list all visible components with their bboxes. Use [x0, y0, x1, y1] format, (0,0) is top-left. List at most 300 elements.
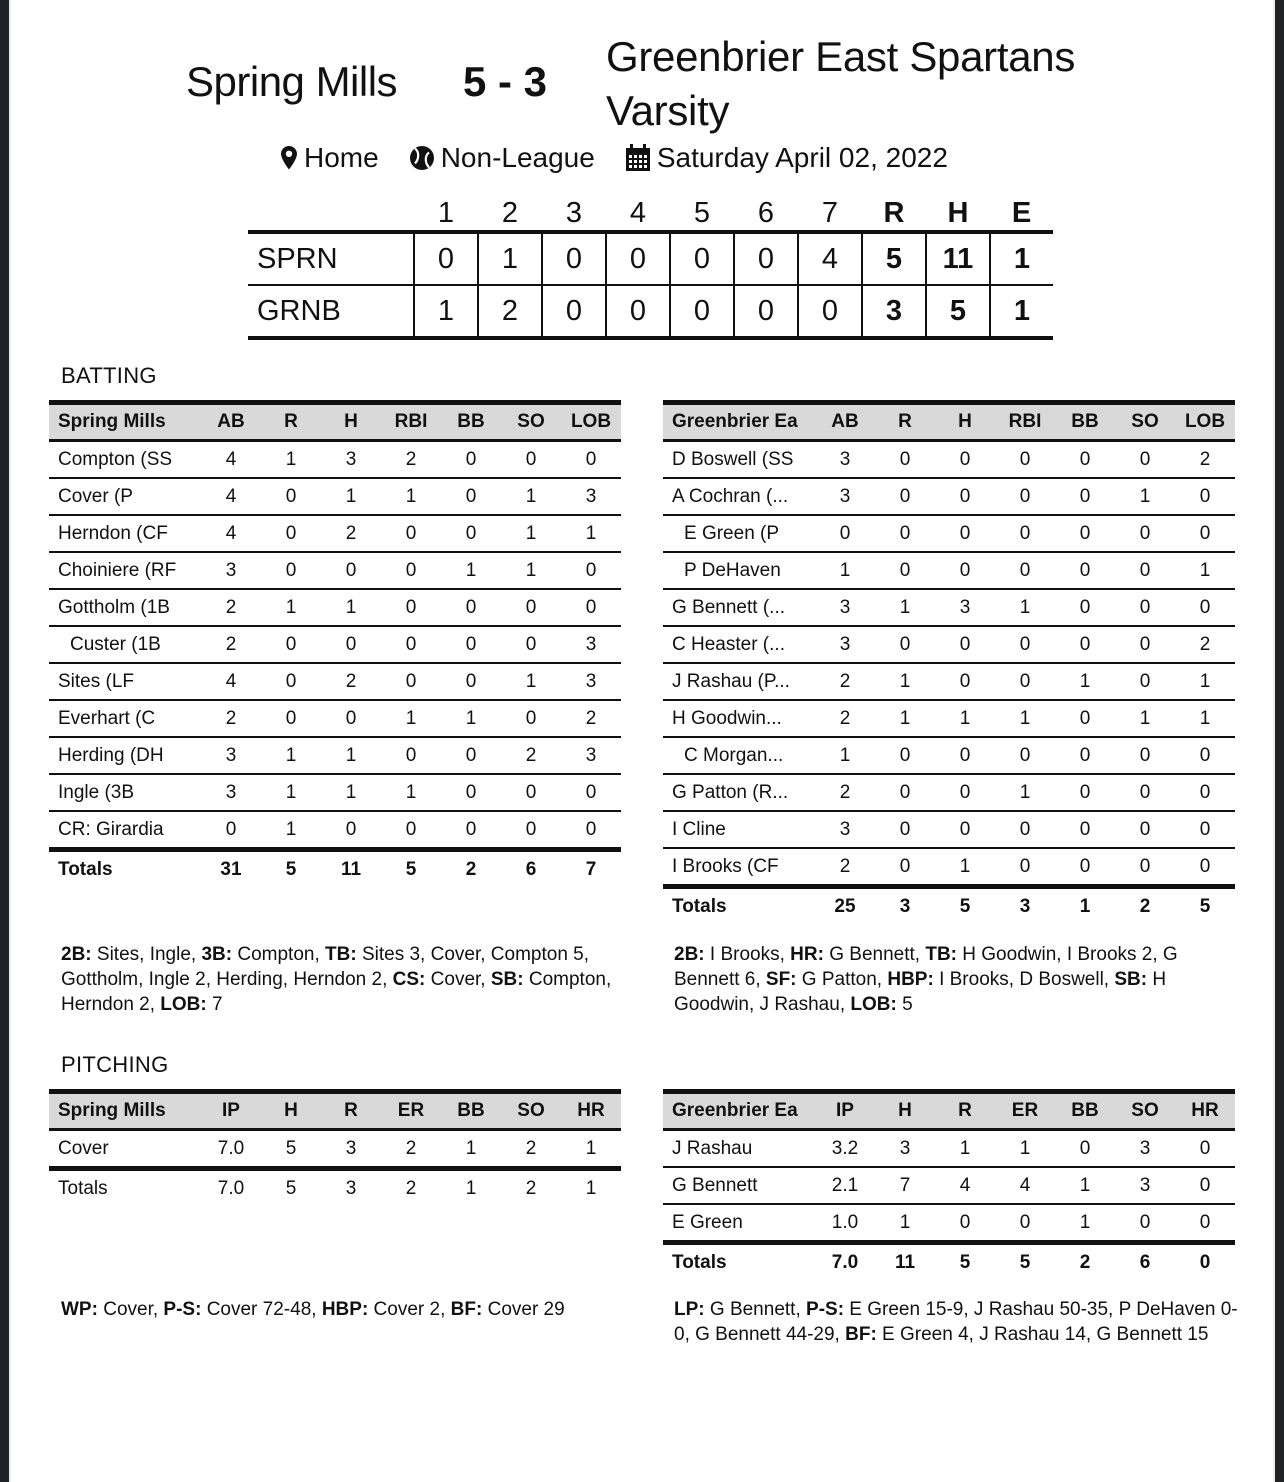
errors-total: 1	[990, 232, 1053, 285]
stat-cell: 0	[1055, 1130, 1115, 1168]
stat-cell: 0	[995, 663, 1055, 700]
note-text: Cover 29	[482, 1299, 565, 1320]
errors-header: E	[1011, 196, 1032, 229]
home-batting-table	[663, 400, 1235, 925]
location-label: Home	[304, 142, 379, 173]
totals-cell: 7.0	[217, 1178, 245, 1199]
note-label: TB:	[325, 944, 357, 965]
stat-column-header: IP	[815, 1092, 875, 1130]
note-label: BF:	[450, 1299, 483, 1320]
note-label: P-S:	[806, 1299, 845, 1320]
player-name: Sites (LF	[49, 663, 201, 700]
league-item	[409, 142, 595, 174]
stat-cell: 0	[1055, 478, 1115, 515]
stat-cell: 3	[201, 552, 261, 589]
stat-cell: 4	[995, 1167, 1055, 1204]
stat-cell: 0	[501, 441, 561, 479]
stat-cell: 1	[875, 1204, 935, 1243]
stat-cell: 1	[261, 589, 321, 626]
inning-score: 0	[606, 232, 670, 285]
stat-cell: 0	[875, 441, 935, 479]
player-name: I Cline	[663, 811, 815, 848]
stat-column-header: H	[875, 1092, 935, 1130]
stat-cell: 3	[815, 441, 875, 479]
stat-cell: 1	[321, 478, 381, 515]
player-row	[663, 552, 1235, 589]
stat-cell: 0	[1175, 737, 1235, 774]
stat-cell: 0	[1055, 774, 1115, 811]
stat-cell: 0	[995, 626, 1055, 663]
player-row	[663, 1130, 1235, 1168]
stat-cell: 3	[561, 663, 621, 700]
stat-cell: 3	[321, 441, 381, 479]
stat-cell: 0	[441, 811, 501, 850]
stat-cell: 0	[1115, 737, 1175, 774]
note-label: HR:	[790, 944, 824, 965]
player-name: A Cochran (...	[663, 478, 815, 515]
stat-cell: 0	[1115, 1204, 1175, 1243]
totals-cell: 5	[405, 859, 417, 880]
stat-cell: 0	[935, 478, 995, 515]
totals-cell: 2	[1079, 1252, 1091, 1273]
stat-cell: 1	[995, 774, 1055, 811]
stat-cell: 1	[261, 774, 321, 811]
stat-cell: 0	[1055, 552, 1115, 589]
inning-score: 0	[798, 285, 862, 338]
stat-cell: 3	[815, 626, 875, 663]
stat-cell: 1	[501, 663, 561, 700]
note-label: BF:	[845, 1324, 877, 1345]
stat-cell: 3.2	[815, 1130, 875, 1168]
stat-column-header: R	[935, 1092, 995, 1130]
stat-cell: 1	[501, 478, 561, 515]
date-item	[625, 142, 948, 174]
stat-cell: 0	[261, 626, 321, 663]
inning-score: 2	[478, 285, 542, 338]
note-label: 3B:	[201, 944, 233, 965]
player-name: H Goodwin...	[663, 700, 815, 737]
stat-column-header: BB	[1055, 403, 1115, 441]
player-name: C Heaster (...	[663, 626, 815, 663]
hits-total: 11	[926, 232, 990, 285]
stat-cell: 1	[875, 589, 935, 626]
stat-cell: 1	[501, 515, 561, 552]
player-row	[663, 626, 1235, 663]
stat-cell: 4	[935, 1167, 995, 1204]
stat-cell: 0	[261, 478, 321, 515]
totals-cell: 3	[899, 896, 911, 917]
stat-cell: 2	[561, 700, 621, 737]
player-row	[49, 552, 621, 589]
totals-row	[663, 1243, 1235, 1282]
stat-cell: 0	[935, 663, 995, 700]
inning-header: 5	[693, 196, 711, 229]
stat-cell: 0	[935, 552, 995, 589]
player-row	[663, 774, 1235, 811]
away-pitching-table	[49, 1089, 621, 1207]
stat-cell: 0	[935, 774, 995, 811]
stat-cell: 0	[321, 811, 381, 850]
stat-cell: 0	[935, 626, 995, 663]
stat-column-header: RBI	[995, 403, 1055, 441]
player-row	[663, 663, 1235, 700]
player-row	[663, 848, 1235, 887]
inning-score: 0	[734, 232, 798, 285]
note-label: LOB:	[160, 994, 207, 1015]
hits-header: H	[947, 196, 969, 229]
player-name: Cover	[49, 1130, 201, 1169]
player-row	[49, 589, 621, 626]
stat-cell: 0	[1115, 848, 1175, 887]
stat-cell: 3	[201, 737, 261, 774]
totals-row	[49, 1169, 621, 1208]
stat-cell: 7	[875, 1167, 935, 1204]
totals-label: Totals	[58, 859, 113, 880]
stat-cell: 0	[1175, 478, 1235, 515]
stat-cell: 2	[201, 589, 261, 626]
home-pitching-table	[663, 1089, 1235, 1281]
stat-cell: 3	[1115, 1167, 1175, 1204]
stat-cell: 0	[1055, 700, 1115, 737]
stat-cell: 2	[381, 1130, 441, 1169]
away-pitching-notes	[61, 1297, 626, 1322]
inning-score: 0	[670, 232, 734, 285]
note-label: P-S:	[163, 1299, 202, 1320]
stat-column-header: AB	[201, 403, 261, 441]
stat-cell: 1	[1115, 478, 1175, 515]
linescore-row-away	[248, 232, 1053, 285]
stat-column-header: HR	[561, 1092, 621, 1130]
totals-cell: 5	[959, 1252, 971, 1273]
pitching-section-title: PITCHING	[61, 1052, 169, 1077]
stat-column-header: BB	[1055, 1092, 1115, 1130]
note-label: TB:	[925, 944, 957, 965]
inning-header: 6	[757, 196, 775, 229]
inning-score: 0	[414, 232, 478, 285]
note-text: Cover,	[97, 1299, 164, 1320]
stat-column-header: BB	[441, 1092, 501, 1130]
stat-cell: 4	[201, 515, 261, 552]
errors-total: 1	[990, 285, 1053, 338]
stat-column-header: ER	[381, 1092, 441, 1130]
note-text: I Brooks, D Boswell,	[933, 969, 1115, 990]
stat-cell: 3	[321, 1130, 381, 1169]
note-text: G Patton,	[796, 969, 888, 990]
stat-cell: 1	[815, 737, 875, 774]
note-text: 5	[896, 994, 913, 1015]
stat-column-header: ER	[995, 1092, 1055, 1130]
note-label: SB:	[490, 969, 524, 990]
stat-cell: 0	[441, 589, 501, 626]
stat-cell: 0	[381, 737, 441, 774]
stat-cell: 0	[261, 552, 321, 589]
stat-cell: 1	[381, 700, 441, 737]
stat-cell: 2	[321, 515, 381, 552]
stat-cell: 0	[261, 663, 321, 700]
team-column-header: Greenbrier Ea	[663, 403, 815, 441]
inning-score: 1	[414, 285, 478, 338]
stat-cell: 0	[561, 811, 621, 850]
final-score: 5 - 3	[463, 58, 548, 105]
note-label: LP:	[674, 1299, 705, 1320]
stat-cell: 0	[1175, 811, 1235, 848]
note-text: E Green 15-9, J Rashau 50-35, P DeHaven 0-0, G Bennett 44-29,	[674, 1299, 1238, 1345]
stat-column-header: R	[261, 403, 321, 441]
totals-row	[663, 887, 1235, 926]
stat-cell: 1	[995, 700, 1055, 737]
baseball-icon	[409, 145, 435, 171]
stat-column-header: SO	[501, 1092, 561, 1130]
away-batting-notes	[61, 942, 626, 1017]
inning-header: 3	[565, 196, 583, 229]
note-text: G Bennett,	[704, 1299, 807, 1320]
player-name: J Rashau	[663, 1130, 815, 1168]
totals-cell: 11	[894, 1252, 916, 1273]
stat-cell: 0	[261, 515, 321, 552]
home-team-name: Greenbrier East Spartans Varsity	[606, 33, 1076, 134]
note-text: 7	[206, 994, 223, 1015]
player-row	[663, 811, 1235, 848]
stat-cell: 1	[321, 737, 381, 774]
player-name: Herndon (CF	[49, 515, 201, 552]
stat-cell: 2	[815, 663, 875, 700]
player-name: G Patton (R...	[663, 774, 815, 811]
stat-cell: 1	[261, 737, 321, 774]
home-batting-notes	[674, 942, 1239, 1017]
stat-cell: 1	[1175, 663, 1235, 700]
player-name: Compton (SS	[49, 441, 201, 479]
player-name: G Bennett (...	[663, 589, 815, 626]
stat-cell: 1	[935, 700, 995, 737]
stat-cell: 3	[561, 737, 621, 774]
stat-cell: 1	[381, 478, 441, 515]
stat-cell: 0	[441, 478, 501, 515]
stat-cell: 0	[561, 441, 621, 479]
player-name: Herding (DH	[49, 737, 201, 774]
stat-cell: 2	[1175, 626, 1235, 663]
stat-cell: 0	[501, 811, 561, 850]
player-name: P DeHaven	[663, 552, 815, 589]
stat-cell: 0	[995, 515, 1055, 552]
stat-cell: 1	[1055, 1167, 1115, 1204]
stat-cell: 3	[201, 774, 261, 811]
stat-cell: 1	[561, 515, 621, 552]
stat-cell: 0	[875, 737, 935, 774]
stat-cell: 1.0	[815, 1204, 875, 1243]
stat-cell: 0	[201, 811, 261, 850]
inning-header: 1	[437, 196, 455, 229]
stat-column-header: H	[935, 403, 995, 441]
inning-score: 0	[542, 285, 606, 338]
stat-cell: 0	[935, 1204, 995, 1243]
stat-cell: 1	[261, 811, 321, 850]
player-name: Cover (P	[49, 478, 201, 515]
stat-cell: 4	[201, 663, 261, 700]
player-row	[49, 441, 621, 479]
stat-cell: 3	[561, 478, 621, 515]
linescore-team-header	[248, 196, 414, 232]
stat-cell: 0	[1175, 1130, 1235, 1168]
stat-cell: 0	[995, 737, 1055, 774]
linescore-team: SPRN	[248, 232, 414, 285]
stat-cell: 0	[381, 626, 441, 663]
note-label: HBP:	[321, 1299, 369, 1320]
stat-column-header: SO	[501, 403, 561, 441]
stat-cell: 1	[815, 552, 875, 589]
stat-cell: 2	[815, 774, 875, 811]
stat-column-header: HR	[1175, 1092, 1235, 1130]
stat-cell: 0	[875, 848, 935, 887]
stat-cell: 1	[321, 774, 381, 811]
stat-cell: 1	[875, 663, 935, 700]
batting-section-title: BATTING	[61, 363, 157, 388]
totals-cell: 5	[285, 859, 297, 880]
stat-cell: 1	[321, 589, 381, 626]
stat-cell: 2	[1175, 441, 1235, 479]
stat-cell: 0	[935, 441, 995, 479]
stat-cell: 0	[875, 515, 935, 552]
player-row	[49, 1130, 621, 1169]
date-label: Saturday April 02, 2022	[656, 142, 948, 173]
stat-cell: 0	[441, 774, 501, 811]
stat-cell: 1	[1175, 700, 1235, 737]
stat-cell: 0	[501, 700, 561, 737]
stat-cell: 0	[1115, 515, 1175, 552]
stat-cell: 3	[815, 589, 875, 626]
stat-cell: 0	[995, 552, 1055, 589]
stat-cell: 0	[1115, 811, 1175, 848]
stat-cell: 0	[1055, 626, 1115, 663]
totals-cell: 6	[525, 859, 537, 880]
inning-score: 0	[542, 232, 606, 285]
stat-cell: 0	[875, 774, 935, 811]
stat-cell: 1	[441, 552, 501, 589]
away-team-name: Spring Mills	[186, 58, 398, 105]
totals-cell: 7.0	[831, 1252, 859, 1273]
inning-score: 4	[798, 232, 862, 285]
runs-header: R	[883, 196, 905, 229]
note-text: Cover 2,	[368, 1299, 451, 1320]
stat-column-header: H	[321, 403, 381, 441]
totals-cell: 3	[345, 1178, 357, 1199]
stat-cell: 1	[1115, 700, 1175, 737]
stat-cell: 0	[995, 478, 1055, 515]
inning-score: 0	[734, 285, 798, 338]
stat-cell: 3	[935, 589, 995, 626]
stat-cell: 1	[935, 1130, 995, 1168]
stat-column-header: R	[875, 403, 935, 441]
player-row	[663, 478, 1235, 515]
totals-label: Totals	[672, 1252, 727, 1273]
note-label: LOB:	[850, 994, 897, 1015]
note-text: E Green 4, J Rashau 14, G Bennett 15	[876, 1324, 1209, 1345]
home-pitching-notes	[674, 1297, 1239, 1347]
linescore-table	[248, 196, 1053, 340]
stat-cell: 0	[1115, 441, 1175, 479]
note-text: Cover 72-48,	[201, 1299, 322, 1320]
totals-label: Totals	[58, 1178, 108, 1199]
player-name: Choiniere (RF	[49, 552, 201, 589]
stat-cell: 0	[995, 848, 1055, 887]
totals-cell: 6	[1139, 1252, 1151, 1273]
note-text: Compton, Herndon 2,	[61, 969, 612, 1015]
note-label: CS:	[392, 969, 426, 990]
stat-cell: 2	[815, 848, 875, 887]
stat-column-header: LOB	[561, 403, 621, 441]
stat-cell: 0	[1115, 552, 1175, 589]
stat-cell: 0	[1115, 589, 1175, 626]
stat-cell: 0	[995, 441, 1055, 479]
stat-cell: 0	[321, 552, 381, 589]
note-text: Sites 3, Cover, Compton 5, Gottholm, Ingle 2, Herding, Herndon 2,	[61, 944, 590, 990]
totals-cell: 2	[1139, 896, 1151, 917]
stat-cell: 1	[1175, 552, 1235, 589]
stat-cell: 2	[501, 1130, 561, 1169]
player-row	[663, 1204, 1235, 1243]
totals-cell: 2	[465, 859, 477, 880]
stat-cell: 1	[501, 552, 561, 589]
stat-column-header: BB	[441, 403, 501, 441]
totals-cell: 2	[525, 1178, 537, 1199]
stat-cell: 3	[815, 478, 875, 515]
player-name: E Green (P	[663, 515, 815, 552]
stat-cell: 0	[441, 626, 501, 663]
player-row	[49, 700, 621, 737]
player-name: C Morgan...	[663, 737, 815, 774]
stat-column-header: R	[321, 1092, 381, 1130]
stat-cell: 3	[561, 626, 621, 663]
stat-cell: 4	[201, 441, 261, 479]
map-pin-icon	[280, 145, 298, 171]
stat-cell: 2	[201, 700, 261, 737]
stat-cell: 3	[815, 811, 875, 848]
stat-column-header: RBI	[381, 403, 441, 441]
stat-cell: 0	[1175, 589, 1235, 626]
stat-cell: 0	[1055, 848, 1115, 887]
player-row	[663, 441, 1235, 479]
calendar-icon	[625, 144, 651, 172]
stat-cell: 0	[381, 663, 441, 700]
stat-cell: 0	[381, 515, 441, 552]
player-row	[49, 478, 621, 515]
totals-cell: 5	[959, 896, 971, 917]
stat-cell: 1	[381, 774, 441, 811]
totals-cell: 1	[585, 1178, 597, 1199]
stat-cell: 0	[381, 552, 441, 589]
inning-score: 1	[478, 232, 542, 285]
stat-cell: 0	[321, 626, 381, 663]
inning-header: 4	[629, 196, 647, 229]
stat-column-header: SO	[1115, 1092, 1175, 1130]
totals-cell: 3	[1019, 896, 1031, 917]
player-row	[49, 811, 621, 850]
stat-cell: 4	[201, 478, 261, 515]
stat-cell: 0	[441, 737, 501, 774]
stat-cell: 5	[261, 1130, 321, 1169]
totals-cell: 2	[405, 1178, 417, 1199]
game-meta	[280, 142, 948, 174]
stat-cell: 0	[1175, 774, 1235, 811]
stat-cell: 1	[1055, 663, 1115, 700]
stat-cell: 1	[441, 1130, 501, 1169]
totals-cell: 1	[1079, 896, 1091, 917]
note-text: Cover,	[425, 969, 491, 990]
stat-cell: 0	[995, 811, 1055, 848]
totals-cell: 31	[220, 859, 242, 880]
totals-cell: 11	[340, 859, 362, 880]
stat-cell: 0	[1175, 1167, 1235, 1204]
player-row	[663, 1167, 1235, 1204]
